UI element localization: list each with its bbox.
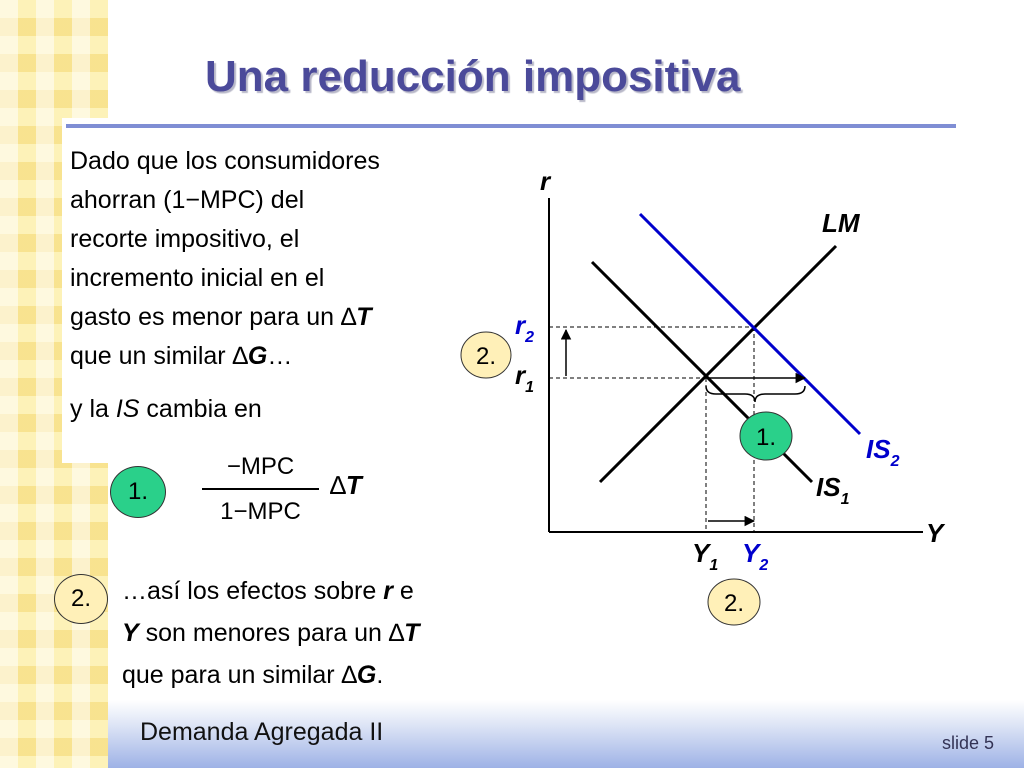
output-symbol: Y bbox=[122, 619, 139, 647]
diagram-step-2-bottom-text: 2. bbox=[723, 590, 745, 617]
is-term: IS bbox=[115, 395, 140, 423]
text-line: que para un similar ∆G. bbox=[122, 661, 384, 689]
shift-brace bbox=[706, 386, 805, 402]
r2-label: $r_2$ bbox=[515, 310, 535, 346]
tax-symbol: T bbox=[356, 303, 372, 331]
lm-label: LM bbox=[822, 208, 860, 238]
r1-label: $r_1$ bbox=[515, 360, 535, 396]
lm-curve bbox=[600, 246, 836, 482]
step-2-badge: 2. bbox=[54, 574, 108, 624]
text-line: …así los efectos sobre r e bbox=[122, 577, 414, 605]
footer-title: Demanda Agregada II bbox=[140, 718, 384, 746]
tax-symbol: T bbox=[404, 619, 420, 647]
fraction-numerator: −MPC bbox=[226, 453, 295, 480]
is2-label: $IS_2$ bbox=[866, 434, 900, 470]
diagram-step-2-left-text: 2. bbox=[475, 343, 497, 370]
diagram-step-1-text: 1. bbox=[755, 424, 777, 451]
y1-label: $Y_1$ bbox=[692, 538, 719, 574]
is1-label: $IS_1$ bbox=[816, 472, 850, 508]
delta-symbol: ∆ bbox=[341, 661, 357, 689]
is-shift-text: y la IS cambia en bbox=[70, 395, 262, 423]
fraction-denominator: 1−MPC bbox=[220, 498, 301, 525]
multiplier-delta-t: ∆T bbox=[330, 470, 362, 500]
text-line: Y son menores para un ∆T bbox=[122, 619, 420, 647]
text-line: recorte impositivo, el bbox=[70, 225, 300, 253]
delta-symbol: ∆ bbox=[232, 342, 248, 370]
y-axis-label: r bbox=[540, 166, 551, 196]
delta-symbol: ∆ bbox=[341, 303, 357, 331]
text-line: incremento inicial en el bbox=[70, 264, 325, 292]
delta-symbol: ∆ bbox=[388, 619, 405, 647]
is2-curve bbox=[640, 214, 860, 434]
step-1-badge: 1. bbox=[110, 466, 166, 518]
slide-title: Una reducción impositiva bbox=[205, 52, 741, 101]
spending-symbol: G bbox=[356, 661, 377, 689]
interest-symbol: r bbox=[383, 577, 393, 605]
spending-symbol: G bbox=[247, 342, 268, 370]
slide-number: slide 5 bbox=[941, 733, 994, 753]
text-line: ahorran (1−MPC) del bbox=[70, 186, 305, 214]
x-axis-label: Y bbox=[926, 518, 944, 548]
y2-label: $Y_2$ bbox=[742, 538, 769, 574]
text-line: Dado que los consumidores bbox=[70, 147, 380, 175]
text-line: gasto es menor para un ∆T bbox=[70, 303, 372, 331]
text-line: que un similar ∆G… bbox=[70, 342, 293, 370]
